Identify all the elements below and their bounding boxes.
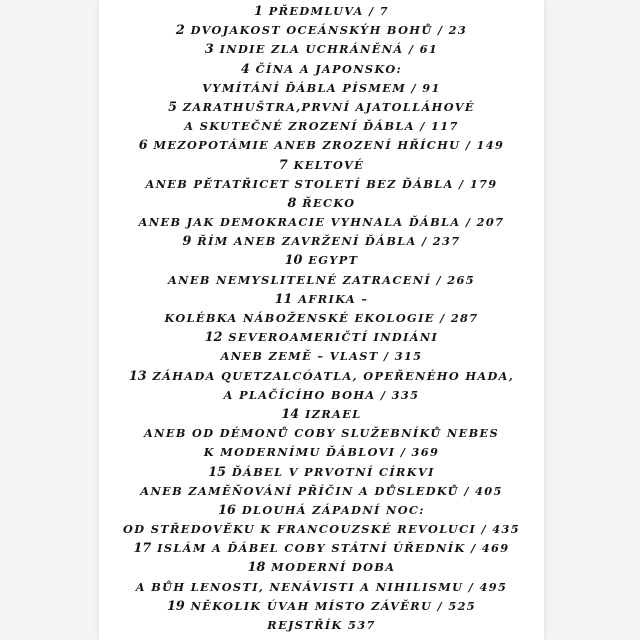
chapter-number: 13	[128, 368, 147, 384]
chapter-title: KOLÉBKA NÁBOŽENSKÉ EKOLOGIE / 287	[164, 311, 479, 325]
chapter-number: 8	[287, 195, 297, 211]
toc-line	[103, 560, 540, 575]
toc-line	[103, 42, 540, 57]
toc-line	[103, 349, 540, 363]
toc-line	[103, 330, 540, 345]
chapter-number: 10	[284, 253, 303, 269]
toc-line	[103, 311, 540, 325]
chapter-number: 7	[278, 157, 288, 173]
chapter-number: 9	[182, 234, 192, 250]
toc-line	[103, 4, 540, 19]
chapter-title: MODERNÍ DOBA	[271, 560, 396, 575]
toc-line	[103, 407, 540, 422]
toc-line	[103, 484, 540, 498]
chapter-title: IZRAEL	[305, 406, 362, 421]
toc-line	[103, 273, 540, 287]
chapter-number: 18	[247, 560, 266, 576]
chapter-title: ANEB JAK DEMOKRACIE VYHNALA ĎÁBLA / 207	[138, 215, 505, 230]
chapter-title: REJSTŘÍK 537	[267, 618, 376, 632]
chapter-title: ČÍNA A JAPONSKO:	[255, 61, 403, 76]
chapter-number: 17	[133, 541, 152, 557]
chapter-number: 1	[253, 4, 263, 19]
chapter-title: VYMÍTÁNÍ ĎÁBLA PÍSMEM / 91	[202, 80, 441, 95]
chapter-title: OD STŘEDOVĚKU K FRANCOUZSKÉ REVOLUCI / 435	[123, 522, 520, 537]
chapter-title: ANEB ZEMĚ – VLAST / 315	[220, 349, 423, 364]
toc-line	[103, 81, 540, 95]
chapter-title: ANEB ZAMĚŇOVÁNÍ PŘÍČIN A DŮSLEDKŮ / 405	[140, 483, 503, 498]
toc-line	[103, 369, 540, 384]
chapter-title: KELTOVÉ	[293, 157, 365, 172]
chapter-title: AFRIKA –	[298, 291, 369, 306]
toc-line	[103, 580, 540, 594]
chapter-title: ISLÁM A ĎÁBEL COBY STÁTNÍ ÚŘEDNÍK / 469	[157, 541, 510, 556]
toc-line	[103, 196, 540, 211]
chapter-number: 5	[168, 99, 178, 115]
toc-line	[103, 100, 540, 115]
chapter-title: EGYPT	[308, 253, 359, 268]
toc-line	[103, 62, 540, 77]
toc-line	[103, 388, 540, 402]
chapter-title: A SKUTEČNÉ ZROZENÍ ĎÁBLA / 117	[184, 119, 459, 134]
chapter-title: MEZOPOTÁMIE ANEB ZROZENÍ HŘÍCHU / 149	[153, 138, 505, 153]
chapter-title: SEVEROAMERIČTÍ INDIÁNI	[228, 330, 439, 345]
toc-line	[103, 177, 540, 191]
toc-line	[103, 465, 540, 480]
chapter-number: 16	[218, 502, 236, 518]
toc-line	[103, 215, 540, 229]
chapter-number: 3	[204, 42, 214, 58]
chapter-title: ANEB PĚTATŘICET STOLETÍ BEZ ĎÁBLA / 179	[145, 176, 498, 191]
toc-line	[103, 618, 540, 632]
chapter-number: 6	[138, 138, 148, 154]
toc-line	[103, 158, 540, 173]
toc-line	[103, 23, 540, 38]
chapter-title: DLOUHÁ ZÁPADNÍ NOC:	[241, 502, 425, 517]
chapter-number: 19	[166, 598, 185, 614]
chapter-title: PŘEDMLUVA / 7	[268, 4, 390, 18]
chapter-title: ANEB OD DÉMONŮ COBY SLUŽEBNÍKŮ NEBES	[143, 426, 500, 441]
table-of-contents	[99, 0, 544, 640]
chapter-title: NĚKOLIK ÚVAH MÍSTO ZÁVĚRU / 525	[190, 598, 477, 613]
toc-line	[103, 541, 540, 556]
toc-line	[103, 599, 540, 614]
book-page	[99, 0, 544, 640]
toc-line	[103, 522, 540, 536]
chapter-title: ZÁHADA QUETZALCÓATLA, OPEŘENÉHO HADA,	[152, 368, 515, 383]
chapter-number: 15	[208, 464, 226, 480]
chapter-title: ĎÁBEL V PRVOTNÍ CÍRKVI	[231, 464, 435, 479]
chapter-title: ŘÍM ANEB ZAVRŽENÍ ĎÁBLA / 237	[197, 234, 461, 249]
chapter-title: DVOJAKOST OCEÁNSKÝH BOHŮ / 23	[190, 23, 468, 38]
toc-line	[103, 119, 540, 133]
chapter-title: ANEB NEMYSLITELNÉ ZATRACENÍ / 265	[168, 272, 475, 287]
toc-line	[103, 445, 540, 459]
chapter-title: ZARATHUŠTRA,PRVNÍ AJATOLLÁHOVÉ	[182, 99, 475, 114]
toc-line	[103, 426, 540, 440]
toc-line	[103, 292, 540, 307]
chapter-number: 11	[274, 291, 293, 307]
toc-line	[103, 253, 540, 268]
chapter-number: 14	[281, 406, 300, 422]
chapter-title: A PLAČÍCÍHO BOHA / 335	[223, 387, 420, 402]
chapter-title: K MODERNÍMU ĎÁBLOVI / 369	[203, 445, 440, 460]
chapter-number: 2	[175, 23, 185, 39]
toc-line	[103, 234, 540, 249]
toc-line	[103, 503, 540, 518]
chapter-number: 4	[240, 61, 250, 77]
chapter-number: 12	[204, 330, 223, 346]
toc-line	[103, 138, 540, 153]
chapter-title: INDIE ZLA UCHRÁNĚNÁ / 61	[219, 42, 439, 57]
chapter-title: ŘECKO	[302, 195, 356, 210]
chapter-title: A BŮH LENOSTI, NENÁVISTI A NIHILISMU / 495	[135, 579, 508, 594]
